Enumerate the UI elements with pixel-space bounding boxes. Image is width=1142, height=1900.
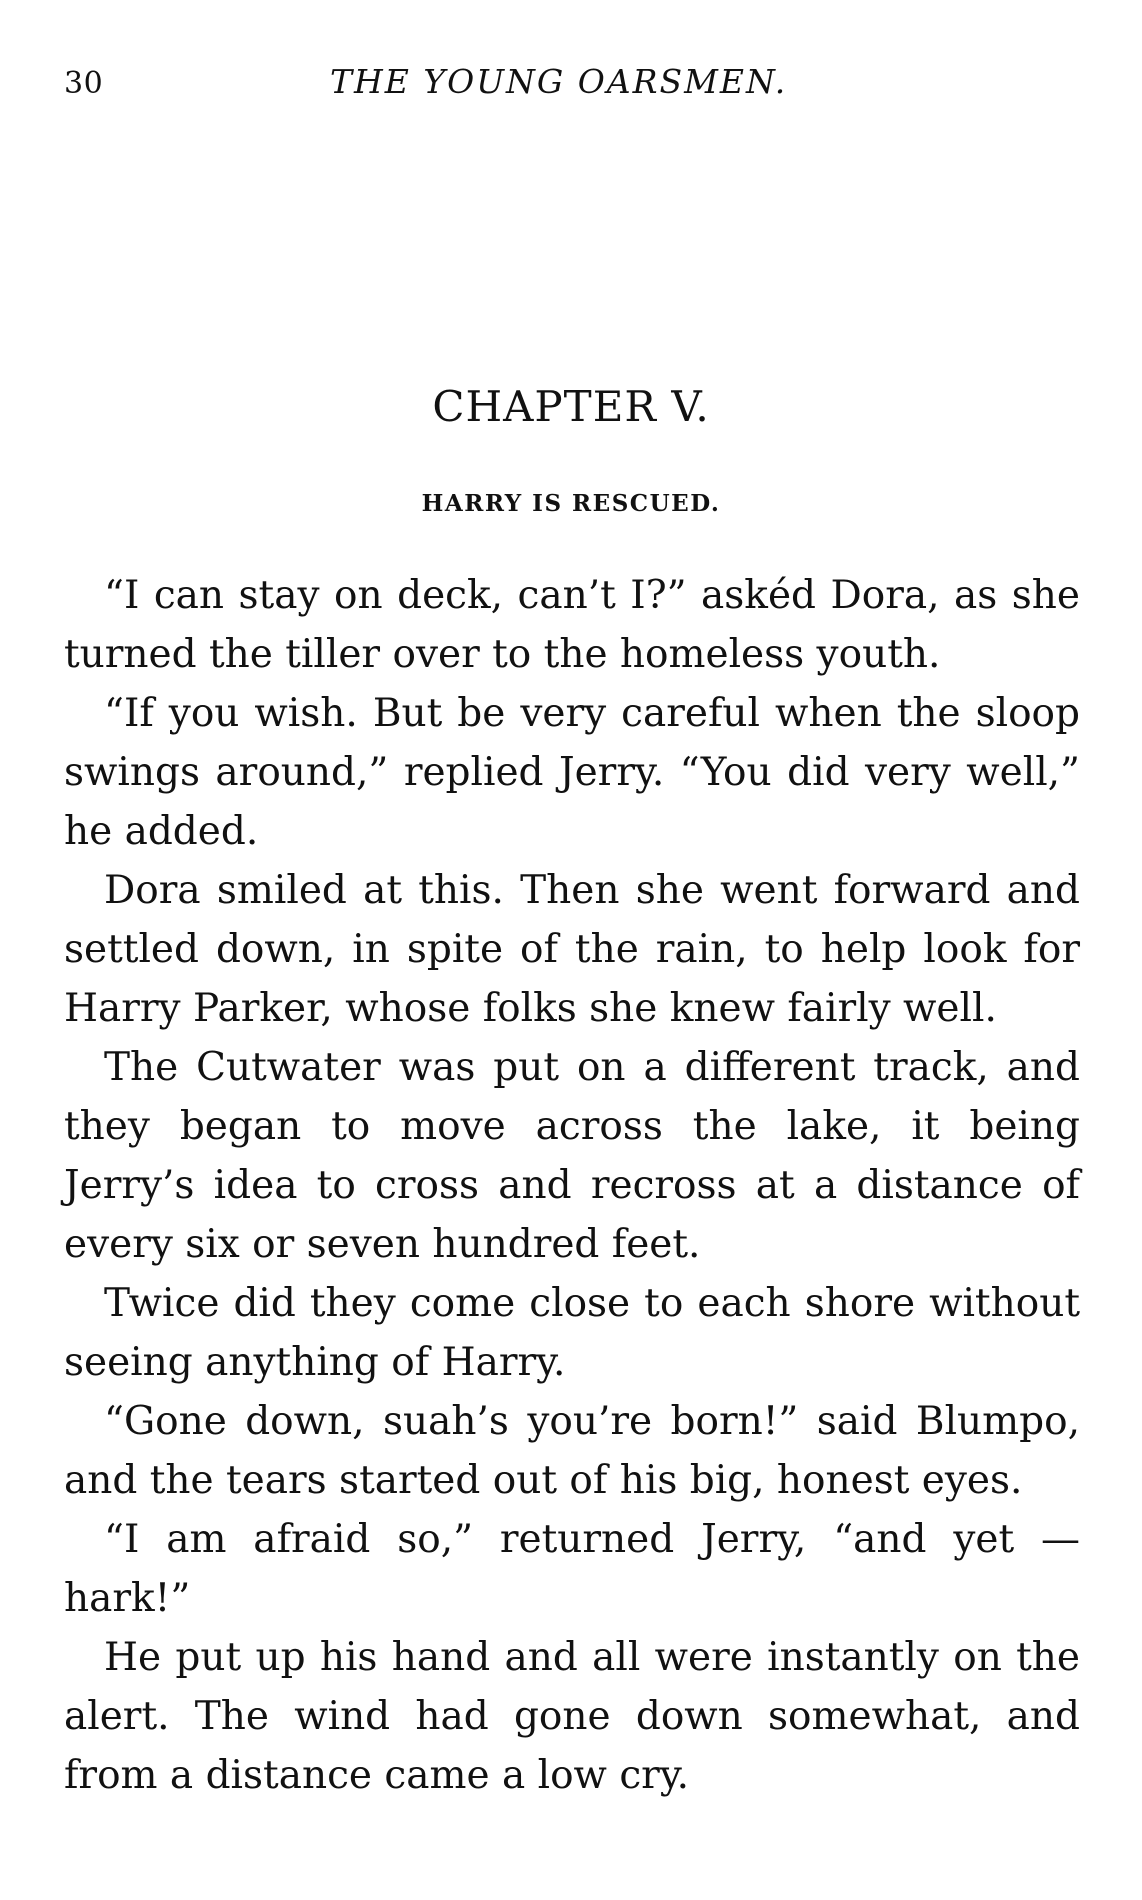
chapter-title: CHAPTER V. (432, 382, 710, 431)
body-text (64, 566, 1080, 1805)
paragraph: He put up his hand and all were instantly on the alert. The wind had gone down somewhat, and from a distance came a low cry. (64, 1635, 1080, 1798)
page-header (0, 48, 1142, 118)
paragraph: “I am afraid so,” returned Jerry, “and yet —hark!” (64, 1517, 1080, 1621)
paragraph: The Cutwater was put on a different track, and they began to move across the lake, it being Jerry’s idea to cross and recross at a distance of every six or seven hundred feet. (64, 1045, 1080, 1267)
paragraph: “I can stay on deck, can’t I?” askéd Dora, as she turned the tiller over to the homeless youth. (64, 573, 1080, 677)
paragraph: Twice did they come close to each shore without seeing anything of Harry. (64, 1281, 1080, 1385)
page-number: 30 (64, 66, 104, 101)
paragraph: Dora smiled at this. Then she went forward and settled down, in spite of the rain, to help look for Harry Parker, whose folks she knew fairly well. (64, 868, 1080, 1031)
running-title: THE YOUNG OARSMEN. (330, 62, 788, 101)
paragraph: “Gone down, suah’s you’re born!” said Blumpo, and the tears started out of his big, honest eyes. (64, 1399, 1080, 1503)
paragraph: “If you wish. But be very careful when the sloop swings around,” replied Jerry. “You did very well,” he added. (64, 691, 1080, 854)
chapter-subtitle: HARRY IS RESCUED. (421, 490, 721, 517)
